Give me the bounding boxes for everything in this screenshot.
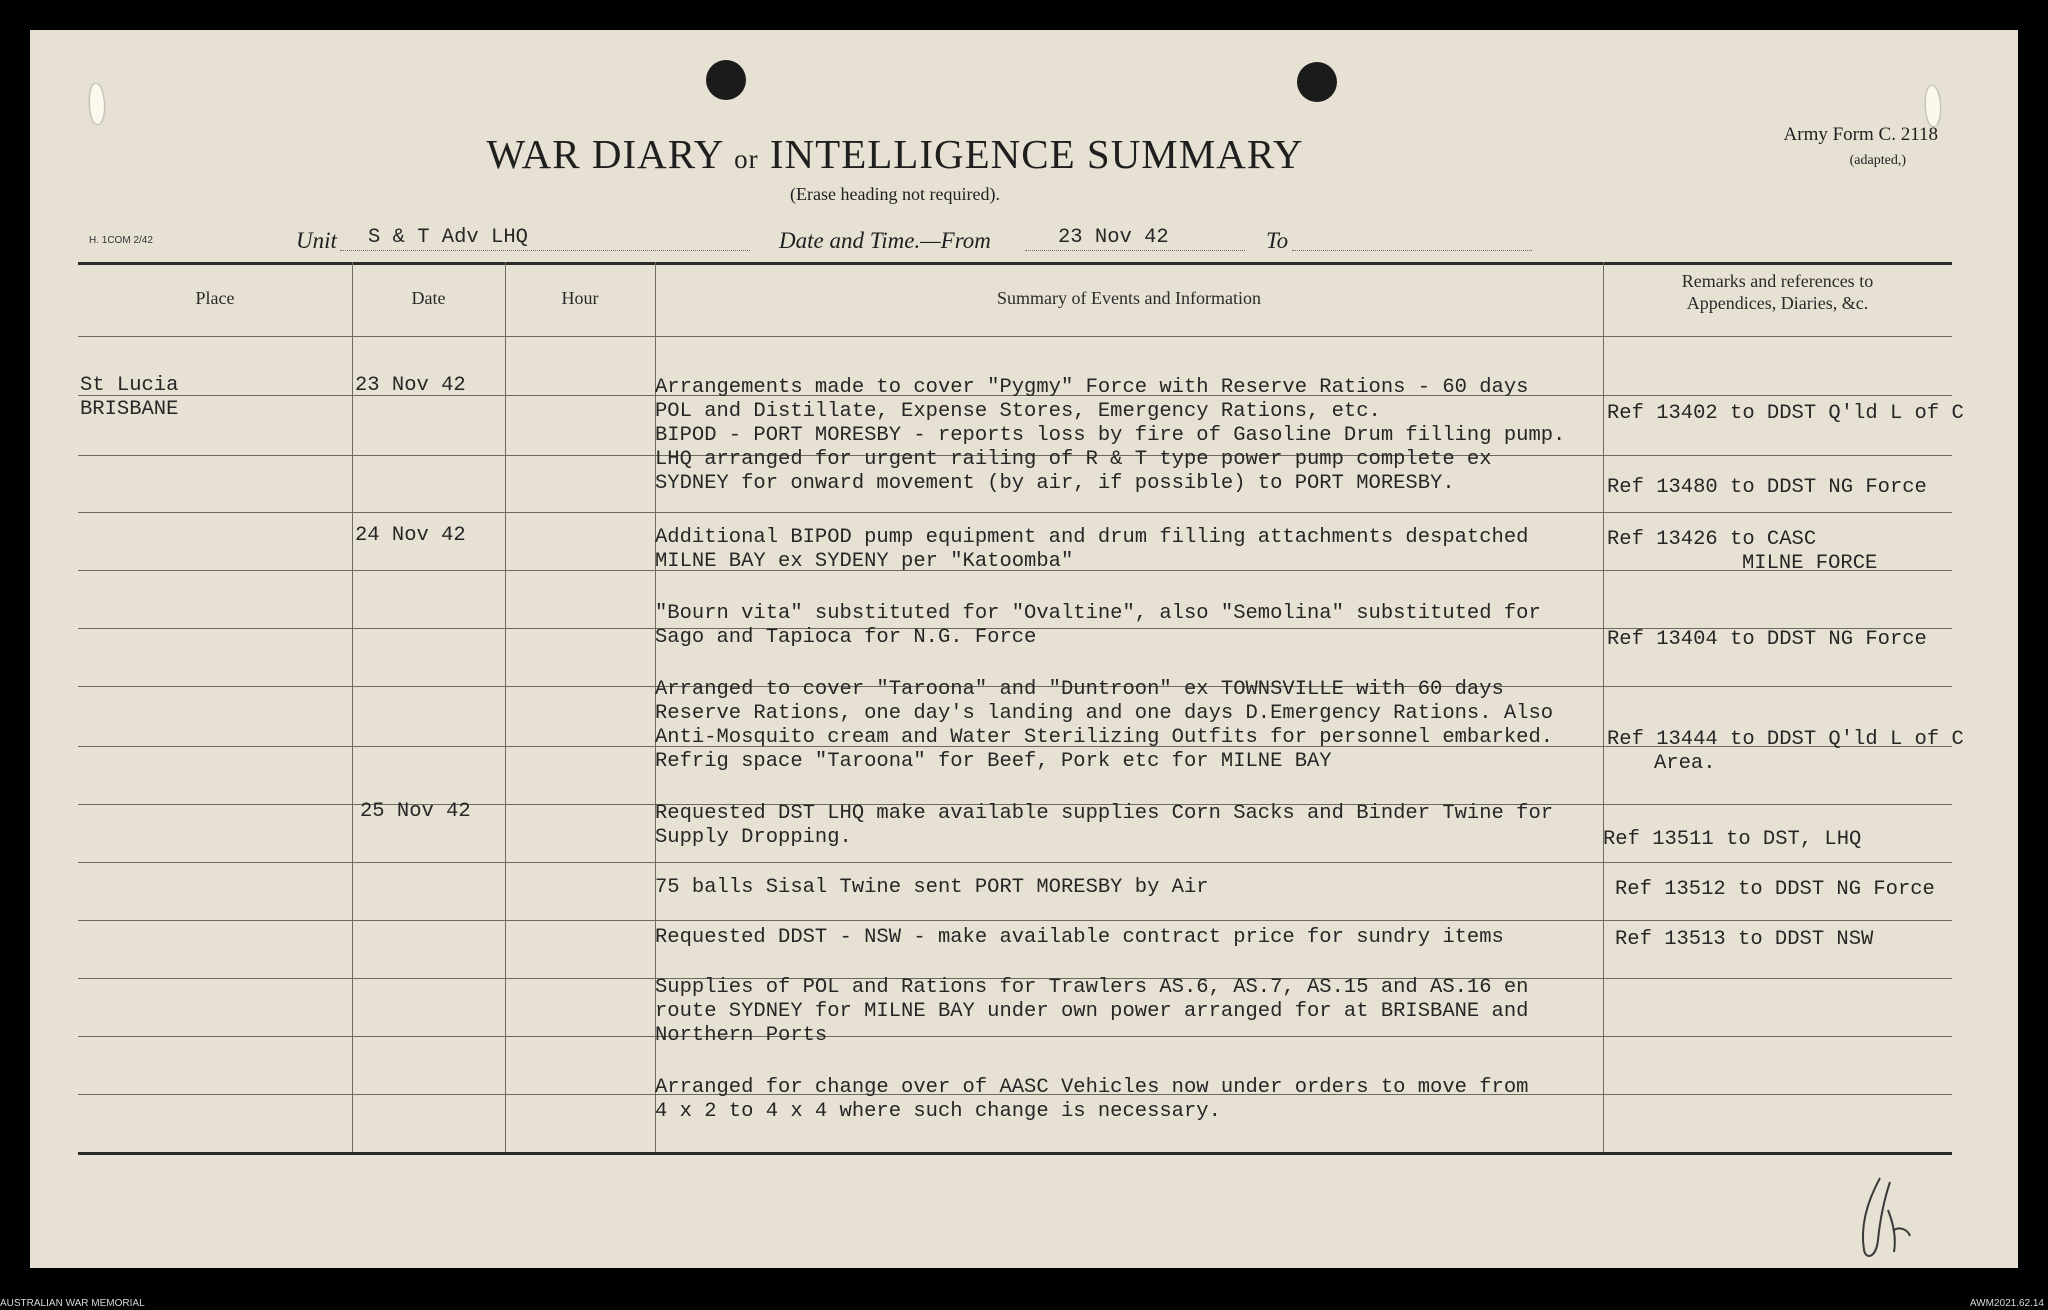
remark-line: Ref 13402 to DDST Q'ld L of C: [1607, 402, 1964, 425]
summary-line: SYDNEY for onward movement (by air, if possible) to PORT MORESBY.: [655, 472, 1455, 495]
header-remarks-line1: Remarks and references to: [1681, 271, 1874, 291]
entry-date: 24 Nov 42: [355, 524, 466, 547]
header-hour: Hour: [561, 288, 599, 308]
footer-archive-ref: AWM2021.62.14: [1969, 1298, 2044, 1309]
to-label: To: [1266, 228, 1289, 253]
form-number-text: Army Form C. 2118: [1783, 124, 1938, 145]
footer-archive-name: AUSTRALIAN WAR MEMORIAL: [0, 1298, 145, 1309]
unit-underline: [340, 250, 750, 251]
page-subtitle: (Erase heading not required).: [790, 184, 1000, 204]
summary-line: Arranged to cover "Taroona" and "Duntroon" ex TOWNSVILLE with 60 days: [655, 678, 1504, 701]
remark-line: MILNE FORCE: [1742, 552, 1878, 575]
row-rule: [78, 862, 1952, 863]
summary-line: Northern Ports: [655, 1024, 828, 1047]
remark-line: Area.: [1654, 752, 1716, 775]
remark-line: Ref 13404 to DDST NG Force: [1607, 628, 1927, 651]
summary-line: Sago and Tapioca for N.G. Force: [655, 626, 1037, 649]
summary-line: POL and Distillate, Expense Stores, Emergency Rations, etc.: [655, 400, 1381, 423]
row-rule: [78, 1036, 1952, 1037]
summary-line: Anti-Mosquito cream and Water Sterilizing Outfits for personnel embarked.: [655, 726, 1554, 749]
tear-mark-right: [1926, 86, 1940, 126]
remark-line: Ref 13511 to DST, LHQ: [1603, 828, 1862, 851]
title-war-diary: WAR DIARY: [486, 131, 723, 177]
header-remarks: [1603, 270, 1952, 314]
summary-line: 4 x 2 to 4 x 4 where such change is necessary.: [655, 1100, 1221, 1123]
remark-line: Ref 13426 to CASC: [1607, 528, 1817, 551]
punch-hole-left: [706, 60, 746, 100]
header-bottom-rule: [78, 336, 1952, 337]
remark-line: Ref 13512 to DDST NG Force: [1615, 878, 1935, 901]
summary-line: MILNE BAY ex SYDENY per "Katoomba": [655, 550, 1074, 573]
summary-line: 75 balls Sisal Twine sent PORT MORESBY by Air: [655, 876, 1209, 899]
summary-line: Refrig space "Taroona" for Beef, Pork etc for MILNE BAY: [655, 750, 1332, 773]
row-rule: [78, 920, 1952, 921]
entry-date: 25 Nov 42: [360, 800, 471, 823]
summary-line: Reserve Rations, one day's landing and one days D.Emergency Rations. Also: [655, 702, 1554, 725]
header-summary: Summary of Events and Information: [997, 288, 1261, 308]
summary-line: BIPOD - PORT MORESBY - reports loss by fire of Gasoline Drum filling pump.: [655, 424, 1566, 447]
unit-label: Unit: [296, 228, 337, 253]
date-underline: [1025, 250, 1245, 251]
summary-line: Additional BIPOD pump equipment and drum filling attachments despatched: [655, 526, 1529, 549]
page-title: [30, 130, 1760, 178]
row-rule: [78, 512, 1952, 513]
header-remarks-line2: Appendices, Diaries, &c.: [1686, 293, 1869, 313]
header-date: Date: [411, 288, 446, 308]
remark-line: Ref 13480 to DDST NG Force: [1607, 476, 1927, 499]
table-bottom-rule: [78, 1152, 1952, 1155]
entry-date: 23 Nov 42: [355, 374, 466, 397]
column-rule-date: [505, 262, 506, 1152]
summary-line: LHQ arranged for urgent railing of R & T type power pump complete ex: [655, 448, 1492, 471]
summary-line: "Bourn vita" substituted for "Ovaltine", also "Semolina" substituted for: [655, 602, 1541, 625]
date-label: Date and Time.—From: [779, 228, 991, 253]
title-or: or: [734, 144, 759, 174]
summary-line: Arrangements made to cover "Pygmy" Force with Reserve Rations - 60 days: [655, 376, 1529, 399]
column-rule-summary: [1603, 262, 1604, 1152]
remark-line: Ref 13513 to DDST NSW: [1615, 928, 1874, 951]
summary-line: Requested DST LHQ make available supplies Corn Sacks and Binder Twine for: [655, 802, 1554, 825]
signature-initials: [1850, 1170, 1920, 1265]
army-form-number: [1784, 122, 1938, 174]
tear-mark-left: [90, 84, 104, 124]
summary-line: Requested DDST - NSW - make available contract price for sundry items: [655, 926, 1504, 949]
punch-hole-right: [1297, 62, 1337, 102]
place-line: St Lucia: [80, 374, 179, 397]
summary-line: Supplies of POL and Rations for Trawlers AS.6, AS.7, AS.15 and AS.16 en: [655, 976, 1529, 999]
date-from-value: 23 Nov 42: [1058, 226, 1169, 249]
column-rule-place: [352, 262, 353, 1152]
remark-line: Ref 13444 to DDST Q'ld L of C: [1607, 728, 1964, 751]
table-top-rule: [78, 262, 1952, 265]
form-code: H. 1COM 2/42: [89, 235, 153, 246]
summary-line: Supply Dropping.: [655, 826, 852, 849]
unit-value: S & T Adv LHQ: [368, 226, 528, 249]
summary-line: Arranged for change over of AASC Vehicles now under orders to move from: [655, 1076, 1529, 1099]
form-adapted-text: (adapted,): [1849, 153, 1906, 168]
header-place: Place: [195, 288, 235, 308]
title-intelligence-summary: INTELLIGENCE SUMMARY: [769, 131, 1304, 177]
to-underline: [1292, 250, 1532, 251]
diary-page: [30, 30, 2018, 1268]
summary-line: route SYDNEY for MILNE BAY under own power arranged for at BRISBANE and: [655, 1000, 1529, 1023]
place-line: BRISBANE: [80, 398, 179, 421]
